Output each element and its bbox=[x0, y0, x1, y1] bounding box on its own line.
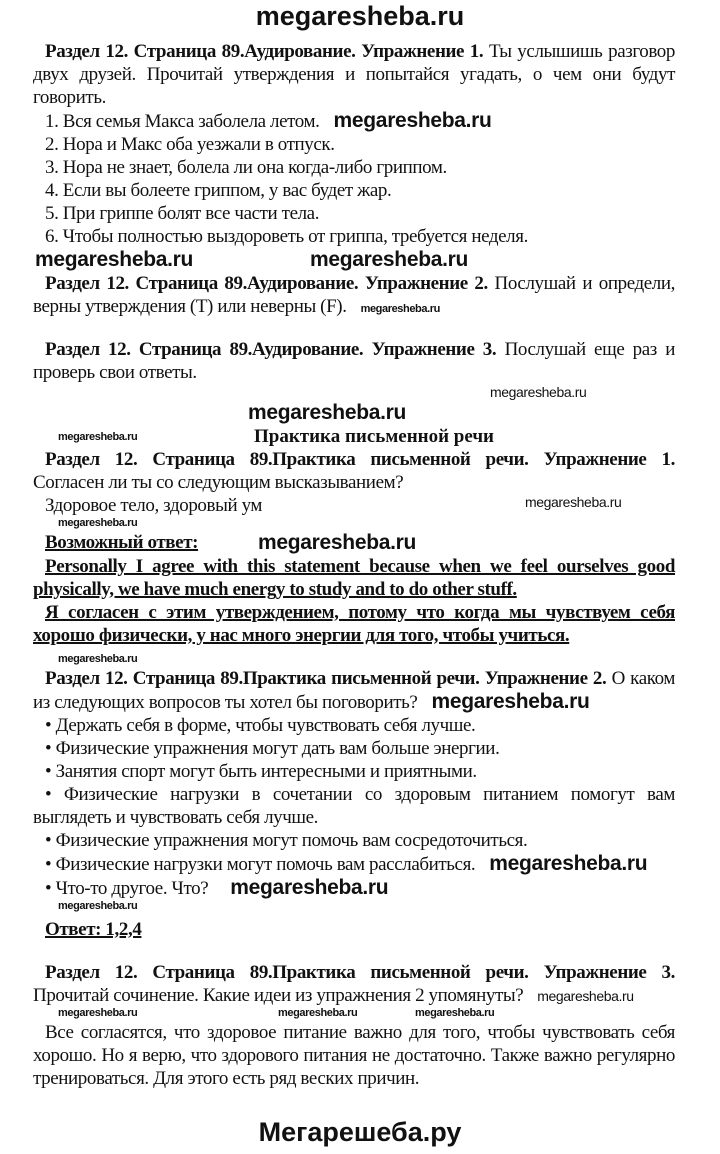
exercise-text: Прочитай сочинение. Какие идеи из упражнения 2 упомянуты? bbox=[33, 985, 524, 1006]
section-heading: Практика письменной речи bbox=[253, 426, 494, 447]
watermark: megaresheba.ru bbox=[415, 1007, 495, 1019]
exercise-title: Раздел 12. Страница 89.Практика письменной речи. Упражнение 1. bbox=[45, 449, 675, 470]
watermark: megaresheba.ru bbox=[58, 431, 138, 443]
watermark: megaresheba.ru bbox=[489, 852, 648, 875]
bullet-item: • Физические упражнения могут помочь вам сосредоточиться. bbox=[45, 830, 528, 851]
writing-exercise-3 bbox=[33, 961, 675, 1007]
document-body bbox=[0, 40, 720, 1102]
watermark-row bbox=[33, 401, 675, 425]
watermark: megaresheba.ru bbox=[431, 690, 590, 713]
watermark: megaresheba.ru bbox=[58, 653, 138, 665]
watermark: megaresheba.ru bbox=[58, 1007, 138, 1019]
exercise-title: Раздел 12. Страница 89.Практика письменной речи. Упражнение 3. bbox=[45, 962, 675, 983]
answer-russian: Я согласен с этим утверждением, потому что когда мы чувствуем себя хорошо физически, у нас много энергии для того, чтобы учиться. bbox=[33, 602, 675, 646]
section-heading-row bbox=[33, 425, 675, 448]
exercise-3-listening bbox=[33, 338, 675, 384]
exercise-2-listening bbox=[33, 272, 675, 318]
writing-exercise-2 bbox=[33, 667, 675, 714]
answer-english: Personally I agree with this statement because when we feel ourselves good physically, we have much energy to study and to do other stuff. bbox=[33, 556, 675, 600]
watermark: megaresheba.ru bbox=[230, 876, 389, 899]
bullet-item: • Держать себя в форме, чтобы чувствовать себя лучше. bbox=[45, 715, 476, 736]
bullet-item bbox=[33, 852, 675, 876]
writing-exercise-1 bbox=[33, 448, 675, 494]
watermark-row bbox=[33, 248, 675, 272]
exercise-1-listening bbox=[33, 40, 675, 109]
watermark: megaresheba.ru bbox=[310, 248, 469, 271]
watermark-row bbox=[33, 900, 675, 914]
exercise-text: Послушай и определи, верны утверждения (T) или неверны (F). bbox=[33, 273, 675, 317]
exercise-title: Раздел 12. Страница 89.Аудирование. Упражнение 2. bbox=[45, 273, 488, 294]
essay: Все согласятся, что здоровое питание важно для того, чтобы чувствовать себя хорошо. Но я верю, что здорового питания не достаточно. Также важно регулярно тренироваться. Для этого есть ряд веских причин. bbox=[33, 1022, 675, 1089]
watermark: megaresheba.ru bbox=[58, 900, 138, 912]
list-item-text: 1. Вся семья Макса заболела летом. bbox=[45, 111, 320, 132]
list-item: 5. При гриппе болят все части тела. bbox=[45, 203, 320, 224]
watermark: megaresheba.ru bbox=[258, 531, 417, 554]
answer-label-row bbox=[33, 531, 675, 555]
watermark-row bbox=[33, 1007, 675, 1021]
exercise-text: Ты услышишь разговор двух друзей. Прочитай утверждения и попытайся угадать, о чем они будут говорить. bbox=[33, 41, 676, 108]
watermark: megaresheba.ru bbox=[278, 1007, 358, 1019]
bullet-item: • Физические упражнения могут дать вам больше энергии. bbox=[45, 738, 500, 759]
watermark: megaresheba.ru bbox=[537, 988, 634, 1004]
list-item: 3. Нора не знает, болела ли она когда-либо гриппом. bbox=[45, 157, 447, 178]
list-item bbox=[33, 109, 675, 133]
list-item: 2. Нора и Макс оба уезжали в отпуск. bbox=[45, 134, 335, 155]
exercise-title: Раздел 12. Страница 89.Практика письменной речи. Упражнение 2. bbox=[45, 668, 607, 689]
exercise-text: Согласен ли ты со следующим высказыванием? bbox=[33, 472, 404, 493]
list-item: 6. Чтобы полностью выздороветь от гриппа, требуется неделя. bbox=[45, 226, 528, 247]
watermark: megaresheba.ru bbox=[35, 248, 194, 271]
watermark-row bbox=[33, 384, 675, 401]
bullet-item bbox=[33, 876, 675, 900]
watermark-row bbox=[33, 653, 675, 667]
answer: Ответ: 1,2,4 bbox=[45, 919, 142, 940]
site-header: megaresheba.ru bbox=[255, 1, 465, 31]
bullet-item: • Занятия спорт могут быть интересными и приятными. bbox=[45, 761, 477, 782]
quote: Здоровое тело, здоровый ум bbox=[45, 495, 263, 516]
site-footer: Мегарешеба.ру bbox=[258, 1117, 462, 1147]
watermark: megaresheba.ru bbox=[333, 109, 492, 132]
watermark: megaresheba.ru bbox=[248, 401, 407, 424]
answer-label: Возможный ответ: bbox=[45, 532, 199, 553]
watermark-row bbox=[33, 517, 675, 531]
exercise-title: Раздел 12. Страница 89.Аудирование. Упражнение 3. bbox=[45, 339, 497, 360]
bullet-text: • Физические нагрузки могут помочь вам расслабиться. bbox=[45, 854, 476, 875]
exercise-title: Раздел 12. Страница 89.Аудирование. Упражнение 1. bbox=[45, 41, 484, 62]
watermark: megaresheba.ru bbox=[490, 384, 587, 400]
exercise-text: Послушай еще раз и проверь свои ответы. bbox=[33, 339, 675, 383]
watermark: megaresheba.ru bbox=[58, 517, 138, 529]
quote-row bbox=[33, 494, 675, 517]
watermark: megaresheba.ru bbox=[525, 494, 622, 510]
exercise-text: О каком из следующих вопросов ты хотел бы поговорить? bbox=[33, 668, 675, 713]
watermark: megaresheba.ru bbox=[360, 303, 440, 315]
list-item: 4. Если вы болеете гриппом, у вас будет жар. bbox=[45, 180, 392, 201]
bullet-text: • Что-то другое. Что? bbox=[45, 878, 209, 899]
bullet-item: • Физические нагрузки в сочетании со здоровым питанием помогут вам выглядеть и чувствовать себя лучше. bbox=[33, 784, 675, 828]
